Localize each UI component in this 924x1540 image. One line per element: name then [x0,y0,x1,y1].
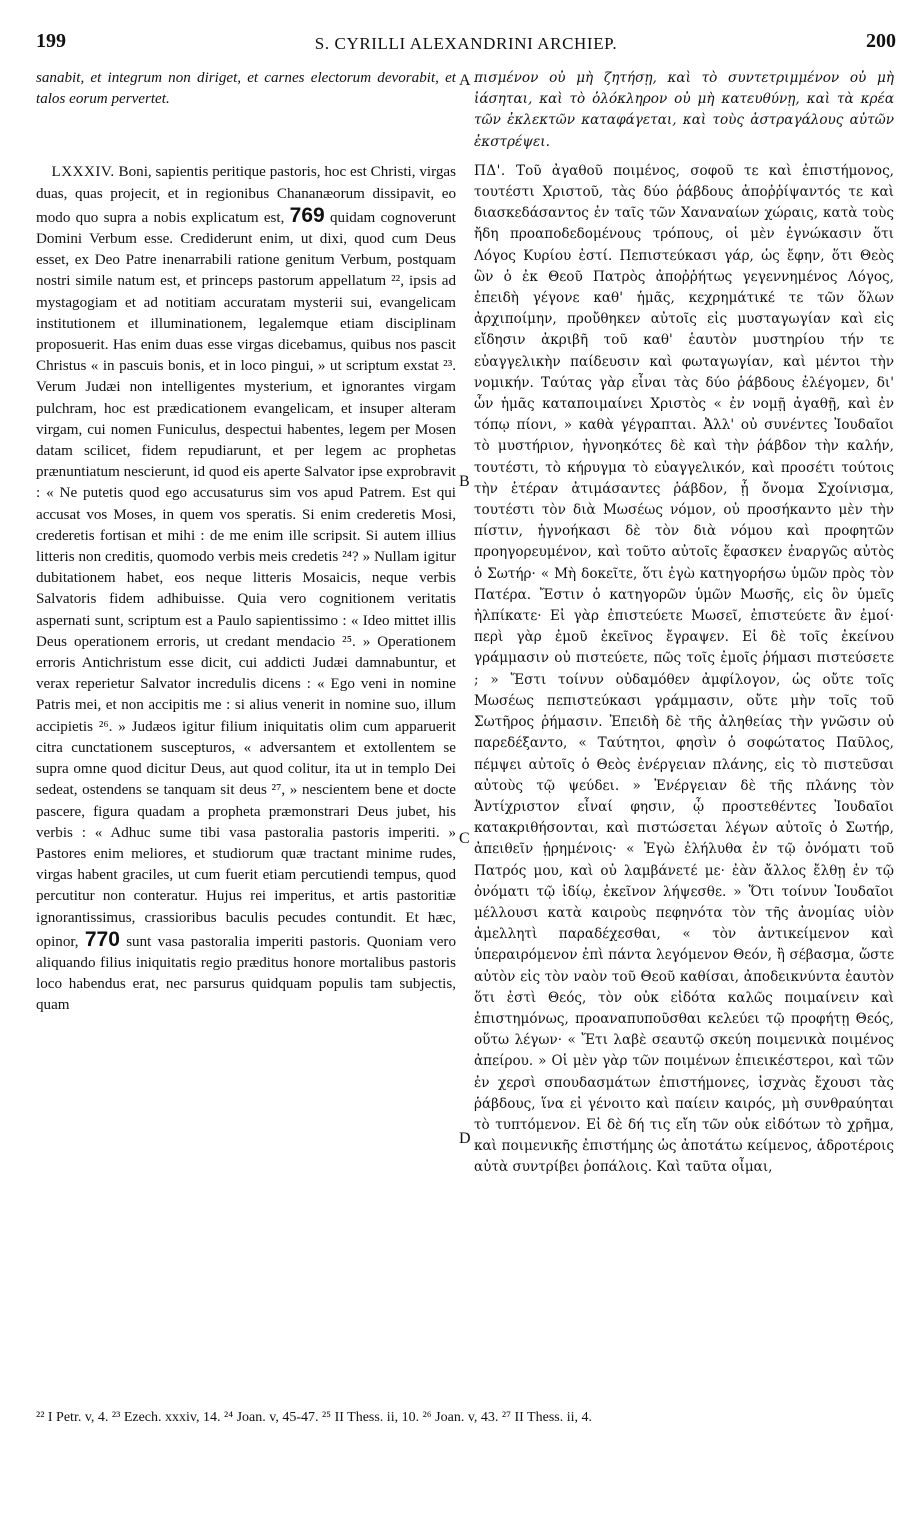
margin-letter-d: D [459,1130,471,1147]
right-page-number: 200 [866,30,896,52]
latin-section-label: LXXXIV. [51,164,115,181]
latin-column [36,68,456,1388]
footnote-text: ²² I Petr. v, 4. ²³ Ezech. xxxiv, 14. ²⁴ Joan. v, 45-47. ²⁵ II Thess. ii, 10. ²⁶ Joan. v, 43. ²⁷ II Thess. ii, 4. [36,1410,593,1425]
footnotes [36,1408,896,1428]
running-title: S. CYRILLI ALEXANDRINI ARCHIEP. [314,34,618,53]
margin-letter-a: A [459,72,471,89]
greek-section-label: ΠΔ'. [474,162,506,179]
greek-intro-text: πισμένον οὐ μὴ ζητήσῃ, καὶ τὸ συντετριμμένον οὐ μὴ ἰάσηται, καὶ τὸ ὁλόκληρον οὐ μὴ κατευθύνῃ, καὶ τὰ κρέα τῶν ἐκλεκτῶν καταφάγεται, καὶ τοὺς ἀστραγάλους αὐτῶν ἐκστρέψει. [474,70,894,150]
margin-letter-c: C [459,830,470,847]
margin-letter-b: B [459,473,470,490]
latin-intro-text: sanabit, et integrum non diriget, et carnes electorum devorabit, et talos eorum pervertet. [36,70,456,108]
greek-column [474,68,894,1388]
greek-section [474,161,894,1179]
column-number-770: 770 [84,927,120,951]
latin-section [36,162,456,1016]
greek-paragraph: Τοῦ ἀγαθοῦ ποιμένος, σοφοῦ τε καὶ ἐπιστήμονος, τουτέστι Χριστοῦ, τὰς δύο ῥάβδους ἀποῤῥίψαντός τε καὶ διασκεδάσαντος ἐν ταῖς τῶν Χαναναίων χώραις, κατὰ τοὺς ἤδη προαποδεδομένους τρόπους, οἱ μὲν ἐγνώκασιν ὅτι Λόγος Κυρίου ἐστί. Πεπιστεύκασι γάρ, ὡς ἔφην, ὅτι Θεὸς ὢν ὁ ἐκ Θεοῦ Πατρὸς ἀποῤῥήτως γεγεννημένος Λόγος, ἐπειδὴ γέγονε καθ' ἡμᾶς, κεχρημάτικέ τε τῶν ὅλων ἀρχιποίμην, προὔθηκεν αὐτοῖς εἰς μυσταγωγίαν καὶ εἰς εἴδησιν ἀκριβῆ τοῦ καθ' ἑαυτὸν μυστηρίου τήν τε εὐαγγελικὴν παίδευσιν καὶ φωταγωγίαν, καὶ μέντοι τὴν νομικήν. Ταύτας γὰρ εἶναι τὰς δύο ῥάβδους ἐλέγομεν, δι' ὧν ἡμᾶς καταποιμαίνει Χριστὸς « ἐν νομῇ ἀγαθῇ, καὶ ἐν τόπῳ πίονι, » καθὰ γέγραπται. Ἀλλ' οὐ συνέντες Ἰουδαῖοι τὸ μυστήριον, ἠγνοηκότες δὲ καὶ τὴν ῥάβδον τὴν καλήν, τουτέστι, τὸ κήρυγμα τὸ εὐαγγελικόν, καὶ προσέτι τούτοις τὴν ἑτέραν ἀτιμάσαντες ῥάβδον, ᾗ ὄνομα Σχοίνισμα, τουτέστι τὸν διὰ Μωσέως νόμον, οὐ προσήκαντο μὲν τὴν πίστιν, ἠγνοήκασι δὲ τὸν διὰ νόμου καὶ προφητῶν προηγορευμένον, καὶ τοῦτο αὐτοῖς ἔφασκεν ἐναργῶς αὐτὸς ὁ Σωτήρ· « Μὴ δοκεῖτε, ὅτι ἐγὼ κατηγορήσω ὑμῶν πρὸς τὸν Πατέρα. Ἔστιν ὁ κατηγορῶν ὑμῶν Μωσῆς, εἰς ὃν ὑμεῖς ἠλπίκατε· Εἰ γὰρ ἐπιστεύετε Μωσεῖ, ἐπιστεύετε ἂν ἐμοί· περὶ γὰρ ἐμοῦ ἐκεῖνος ἔγραψεν. Εἰ δὲ τοῖς ἐκείνου γράμμασιν οὐ πιστεύετε, πῶς τοῖς ἐμοῖς ῥήμασι πιστεύσετε ; » Ἔστι τοίνυν οὐδαμόθεν ἀμφίλογον, ὡς οὔτε τοῖς Μωσέως πεπιστεύκασι γράμμασιν, οὔτε μὴν τοῖς τοῦ Σωτῆρος ῥήμασιν. Ἐπειδὴ δὲ τῆς ἀληθείας τὴν γνῶσιν οὐ παρεδέξαντο, « Ταύτητοι, φησὶν ὁ σοφώτατος Παῦλος, πέμψει αὐτοῖς ὁ Θεὸς ἐνέργειαν πλάνης, εἰς τὸ πιστεῦσαι αὐτοὺς τῷ ψεύδει. » Ἐνέργειαν δὲ τῆς πλάνης τὸν Ἀντίχριστον εἶναί φησιν, ᾧ προστεθέντες Ἰουδαῖοι κατακριθήσονται, καὶ πιστώσεται λέγων αὐτοῖς ὁ Σωτήρ, ἀπειθεῖν ᾑρημένοις· « Ἐγὼ ἐλήλυθα ἐν τῷ ὀνόματι τοῦ Πατρός μου, καὶ οὐ λαμβάνετέ με· ἐὰν ἄλλος ἔλθῃ ἐν τῷ ὀνόματι τῷ ἰδίῳ, ἐκεῖνον λήψεσθε. » Ὅτι τοίνυν Ἰουδαῖοι μέλλουσι κατὰ καιροὺς πεφηνότα τὸν τῆς ἀνομίας υἱὸν ἀμελλητὶ παραδέχεσθαι, « τὸν ἀντικείμενον καὶ ὑπεραιρόμενον ἐπὶ πάντα λεγόμενον Θεόν, ἢ σέβασμα, ὥστε αὐτὸν εἰς τὸν ναὸν τοῦ Θεοῦ καθίσαι, ἀποδεικνύντα ἑαυτὸν ὅτι ἐστὶ Θεός, τὸν οὐκ εἰδότα καλῶς ποιμαίνειν καὶ ἐπιστημόνως, προαναπυποῦσθαι κελεύει τῷ προφήτῃ Θεός, οὕτω λέγων· « Ἔτι λαβὲ σεαυτῷ σκεύη ποιμενικὰ ποιμένος ἀπείρου. » Οἱ μὲν γὰρ τῶν ποιμένων ἐπιεικέστεροι, καὶ τῶν ἐν χερσὶ σπουδασμάτων ἐπιστήμονες, ἰσχνὰς ἔχουσι τὰς ῥάβδους, ἵνα εἰ γένοιτο καὶ παίειν καιρός, μὴ συνθραύηται τὸ τυπτόμενον. Εἰ δὲ δή τις εἴη τῶν οὐκ εἰδότων τὸ χρῆμα, καὶ ποιμενικῆς ἐπιστήμης ὡς ἀποτάτω κείμενος, ἁδροτέροις αὐτὰ συντρίβει ῥοπάλοις. Καὶ ταῦτα οἶμαι, [474,162,894,1176]
column-number-769: 769 [289,203,325,227]
page-header [36,26,896,60]
left-page-number: 199 [36,30,66,52]
latin-paragraph-part-c: sunt vasa pastoralia imperiti pastoris. Quoniam vero aliquando filius iniquitatis regio præditus honore mortalibus pastoris loco habendus erat, nec parsurus quidquam populis tam subjectis, quam [36,933,456,1014]
latin-paragraph-part-b: quidam cognoverunt Domini Verbum esse. Crediderunt enim, ut dixi, quod cum Deus esset, ex Deo Patre inenarrabili ratione genitum Verbum, postquam nostri simile natum est, et princeps pastorum appellatum ²², ipsis ad mystagogiam et ad notitiam accuratam mysterii sui, evangelicam institutionem et illuminationem, legalemque etiam disciplinam proposuerit. Has enim duas esse virgas dicebamus, quibus nos pascit Christus « in pascuis bonis, et in loco pingui, » ut scriptum exstat ²³. Verum Judæi non intelligentes mysterium, et ignorantes virgam pulchram, hoc est prædicationem evangelicam, et insuper alteram virgam, cui nomen Funiculus, despectui habentes, legem per Mosen datam scilicet, fidem repudiarunt, et per legem ac prophetas prænuntiatum nescierunt, id quod eis aperte Salvator ipse exprobravit : « Ne putetis quod ego accusaturus sim vos apud Patrem. Est qui accusat vos Moses, in quem vos speratis. Si enim crederetis Mosi, crederetis fortisan et mihi : de me enim ille scripsit. Si autem illius litteris non creditis, quomodo verbis meis credetis ²⁴? » Nullam igitur dubitationem habet, eos neque litteris Mosaicis, neque verbis Salvatoris fidem adhibuisse. Quia vero cognitionem veritatis aspernati sunt, scriptum est a Paulo sapientissimo : « Ideo mittet illis Deus operationem erroris, ut credant mendacio ²⁵. » Operationem erroris Antichristum esse dicit, cui addicti Judæi damnabuntur, et verax reperietur Salvator incredulis dicens : « Ego veni in nomine Patris mei, et non accipitis me : si alius venerit in nomine suo, illum accipietis ²⁶. » Judæos igitur filium iniquitatis olim cum apparuerit citra cunctationem suscepturos, « adversantem et extollentem se supra omne quod dicitur Deus, aut quod colitur, ita ut in templo Dei sedeat, ostendens se tanquam sit deus ²⁷, » nescientem bene et docte pascere, figura quadam a propheta præmonstrari Deus jubet, his verbis : « Adhuc sume tibi vasa pastoralia pastoris imperiti. » Pastores enim meliores, et studiorum quæ tractant minime rudes, virgas habent graciles, ut cum fuerit etiam percutiendi tempus, quod percutitur non conteratur. Hujus rei imperitus, et artis pastoritiæ ignorantissimus, crassioribus baculis pecudes contundit. Et hæc, opinor, [36,209,456,950]
latin-paragraph-part-a: Boni, sapientis peritique pastoris, hoc est Christi, virgas duas, quas projecit, et in regionibus Chananæorum dissipavit, eo modo quo supra a nobis explicatum est, [36,164,456,226]
